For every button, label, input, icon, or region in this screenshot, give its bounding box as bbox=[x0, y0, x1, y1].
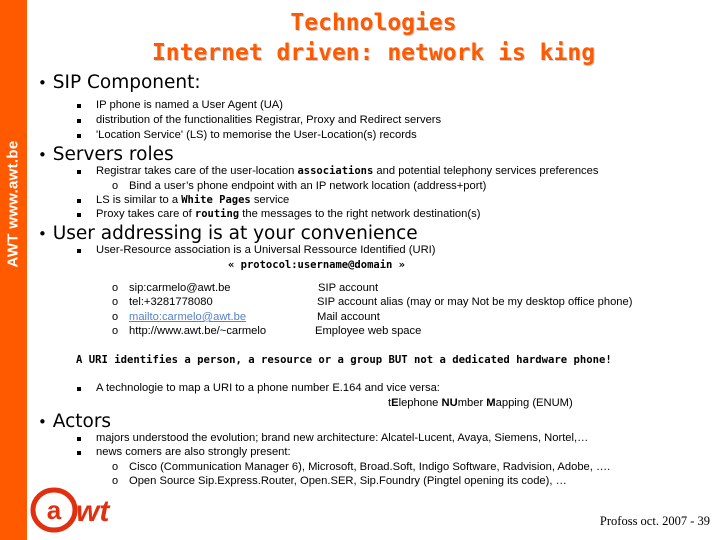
uri-mailto-desc: Mail account bbox=[317, 311, 380, 323]
bullet-square bbox=[77, 213, 81, 217]
title-line-1: Technologies bbox=[290, 10, 457, 36]
actors-item-2: news comers are also strongly present: bbox=[96, 446, 291, 458]
sub-bullet-circle: o bbox=[112, 325, 119, 337]
addressing-heading: • User addressing is at your convenience bbox=[38, 223, 418, 244]
logo-at-a: a bbox=[46, 495, 62, 525]
sub-bullet-circle: o bbox=[112, 282, 119, 294]
addressing-heading-text: User addressing is at your convenience bbox=[52, 223, 418, 244]
servers-item-proxy: Proxy takes care of routing the messages to the right network destination(s) bbox=[96, 208, 481, 220]
sub-bullet-circle: o bbox=[112, 296, 119, 308]
servers-item-ls: LS is similar to a White Pages service bbox=[96, 194, 290, 206]
sub-bullet-circle: o bbox=[112, 475, 119, 487]
actors-sub-item-1: Cisco (Communication Manager 6), Microsoft, Broad.Soft, Indigo Software, Radvision, Adobe, …. bbox=[129, 461, 611, 473]
servers-heading-text: Servers roles bbox=[52, 144, 174, 165]
page-title bbox=[27, 8, 720, 68]
actors-sub-item-2: Open Source Sip.Express.Router, Open.SER, Sip.Foundry (Pingtel opening its code), … bbox=[129, 475, 567, 487]
bullet-square bbox=[77, 451, 81, 455]
actors-heading: • Actors bbox=[38, 411, 112, 432]
enum-line-2: tElephone NUmber Mapping (ENUM) bbox=[388, 397, 573, 409]
actors-item-1: majors understood the evolution; brand new architecture: Alcatel-Lucent, Avaya, Siemens, Nortel,… bbox=[96, 432, 589, 444]
uri-http: http://www.awt.be/~carmelo bbox=[129, 325, 267, 337]
sip-item-2: distribution of the functionalities Registrar, Proxy and Redirect servers bbox=[96, 114, 442, 126]
enum-line-1: A technologie to map a URI to a phone number E.164 and vice versa: bbox=[96, 382, 440, 394]
bullet-square bbox=[77, 119, 81, 123]
bullet-square bbox=[77, 437, 81, 441]
uri-format: « protocol:username@domain » bbox=[228, 259, 406, 271]
uri-mailto-link[interactable]: mailto:carmelo@awt.be bbox=[129, 311, 247, 323]
sip-item-1: IP phone is named a User Agent (UA) bbox=[96, 99, 283, 111]
awt-logo bbox=[30, 484, 138, 536]
servers-heading: • Servers roles bbox=[38, 144, 174, 165]
footer-page-label: Profoss oct. 2007 - 39 bbox=[599, 514, 710, 528]
bullet-square bbox=[77, 199, 81, 203]
uri-tel: tel:+3281778080 bbox=[129, 296, 213, 308]
uri-statement: A URI identifies a person, a resource or a group BUT not a dedicated hardware phone! bbox=[76, 354, 612, 366]
title-line-2: Internet driven: network is king bbox=[151, 40, 596, 66]
sub-bullet-circle: o bbox=[112, 180, 119, 192]
addressing-item: User-Resource association is a Universal Ressource Identified (URI) bbox=[96, 244, 436, 256]
sub-bullet-circle: o bbox=[112, 311, 119, 323]
logo-wordmark: wt bbox=[76, 495, 110, 528]
sidebar-url-text: AWT www.awt.be bbox=[4, 140, 22, 268]
sip-heading: • SIP Component: bbox=[38, 72, 201, 93]
uri-sip: sip:carmelo@awt.be bbox=[129, 282, 231, 294]
sub-bullet-circle: o bbox=[112, 461, 119, 473]
sip-item-3: 'Location Service' (LS) to memorise the User-Location(s) records bbox=[96, 129, 417, 141]
uri-tel-desc: SIP account alias (may or may Not be my desktop office phone) bbox=[317, 296, 633, 308]
actors-heading-text: Actors bbox=[52, 411, 112, 432]
uri-sip-desc: SIP account bbox=[318, 282, 379, 294]
bullet-square bbox=[77, 387, 81, 391]
bullet-square bbox=[77, 249, 81, 253]
sidebar-band bbox=[0, 0, 27, 540]
uri-http-desc: Employee web space bbox=[315, 325, 422, 337]
servers-sub-item: Bind a user’s phone endpoint with an IP network location (address+port) bbox=[129, 180, 487, 192]
sip-heading-text: SIP Component: bbox=[52, 72, 201, 93]
bullet-square bbox=[77, 104, 81, 108]
servers-item-registrar: Registrar takes care of the user-location associations and potential telephony services preferences bbox=[96, 165, 599, 177]
bullet-square bbox=[77, 134, 81, 138]
bullet-square bbox=[77, 170, 81, 174]
